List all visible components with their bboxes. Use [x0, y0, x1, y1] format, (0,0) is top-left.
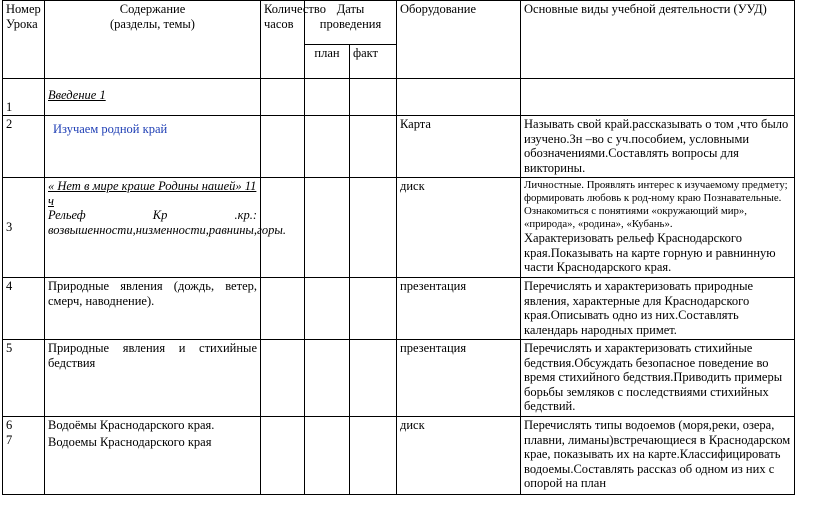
- lesson-number: 2: [3, 116, 45, 178]
- plan-cell: [305, 278, 350, 340]
- activities-main: Характеризовать рельеф Краснодарского края.Показывать на карте горную и равнинную части Краснодарского края.: [524, 231, 776, 274]
- lesson-topic-second: Водоемы Краснодарского края: [48, 434, 212, 449]
- header-activities: Основные виды учебной деятельности (УУД): [521, 1, 795, 79]
- lesson-topic: [45, 417, 261, 495]
- plan-cell: [305, 178, 350, 278]
- header-fact: факт: [350, 45, 397, 79]
- header-content: [45, 1, 261, 79]
- equipment-cell: презентация: [397, 340, 521, 417]
- activities-cell: Перечислять и характеризовать природные явления, характерные для Краснодарского края.Описывать одно из них.Составлять календарь народных примет.: [521, 278, 795, 340]
- plan-cell: [305, 79, 350, 116]
- equipment-cell: Карта: [397, 116, 521, 178]
- hours-cell: [261, 278, 305, 340]
- equipment-cell: диск: [397, 417, 521, 495]
- header-plan: план: [305, 45, 350, 79]
- activities-cell: Называть свой край.рассказывать о том ,что было изучено.Зн –во с уч.пособием, условными обозначениями.Составлять вопросы для викторины.: [521, 116, 795, 178]
- fact-cell: [350, 340, 397, 417]
- lesson-number: 5: [3, 340, 45, 417]
- lesson-number-second: 7: [6, 432, 13, 447]
- lesson-number-first: 6: [6, 418, 13, 432]
- lesson-number: [3, 417, 45, 495]
- header-lesson-number: Номер Урока: [3, 1, 45, 79]
- table-row: [3, 79, 795, 116]
- header-content-title: Содержание: [119, 2, 186, 16]
- plan-cell: [305, 417, 350, 495]
- header-hours: Количество часов: [261, 1, 305, 79]
- hours-cell: [261, 417, 305, 495]
- lesson-topic-text: Введение 1: [48, 88, 106, 102]
- header-row: [3, 1, 795, 45]
- table-row: [3, 340, 795, 417]
- activities-cell: [521, 178, 795, 278]
- fact-cell: [350, 79, 397, 116]
- activities-cell: Перечислять типы водоемов (моря,реки, озера, плавни, лиманы)встречающиеся в Краснодарском крае, показывать их на карте.Классифицировать водоемы.Составлять рассказ об одном из них с опорой на план: [521, 417, 795, 495]
- equipment-cell: [397, 79, 521, 116]
- lesson-topic: [45, 178, 286, 278]
- lesson-number: 4: [3, 278, 45, 340]
- header-dates: Даты проведения: [305, 1, 397, 45]
- lesson-topic-text: Изучаем родной край: [53, 122, 168, 136]
- hours-cell: [261, 340, 305, 417]
- hours-cell: [261, 116, 305, 178]
- fact-cell: [350, 178, 397, 278]
- lesson-topic-section: « Нет в мире краше Родины нашей» 11 ч: [48, 179, 257, 208]
- lesson-topic: [45, 116, 261, 178]
- lesson-plan-table: [2, 0, 795, 495]
- equipment-cell: диск: [397, 178, 521, 278]
- activities-personal: Личностные. Проявлять интерес к изучаемому предмету; формировать любовь к род-ному краю Познавательные. Ознакомиться с понятиями «окружающий мир», «природа», «родина», «Кубань».: [524, 179, 788, 230]
- equipment-cell: презентация: [397, 278, 521, 340]
- table-row: [3, 116, 795, 178]
- fact-cell: [350, 417, 397, 495]
- activities-cell: [521, 79, 795, 116]
- table-row: [3, 178, 795, 278]
- activities-cell: Перечислять и характеризовать стихийные бедствия.Обсуждать безопасное поведение во время стихийного бедствия.Приводить примеры борьбы земляков с последствиями стихийных бедствий.: [521, 340, 795, 417]
- header-equipment: Оборудование: [397, 1, 521, 79]
- table-row: [3, 417, 795, 495]
- lesson-topic: Природные явления и стихийные бедствия: [45, 340, 261, 417]
- plan-cell: [305, 340, 350, 417]
- lesson-topic: Природные явления (дождь, ветер, смерч, наводнение).: [45, 278, 261, 340]
- fact-cell: [350, 116, 397, 178]
- fact-cell: [350, 278, 397, 340]
- lesson-topic: [45, 79, 261, 116]
- table-row: [3, 278, 795, 340]
- header-content-subtitle: (разделы, темы): [110, 16, 195, 31]
- plan-cell: [305, 116, 350, 178]
- hours-cell: [261, 79, 305, 116]
- lesson-number: 3: [3, 178, 45, 278]
- lesson-number: 1: [3, 79, 45, 116]
- lesson-topic-text: Рельеф Кр .кр.: возвышенности,низменности,равнины,горы.: [48, 208, 286, 237]
- lesson-topic-first: Водоёмы Краснодарского края.: [48, 418, 215, 432]
